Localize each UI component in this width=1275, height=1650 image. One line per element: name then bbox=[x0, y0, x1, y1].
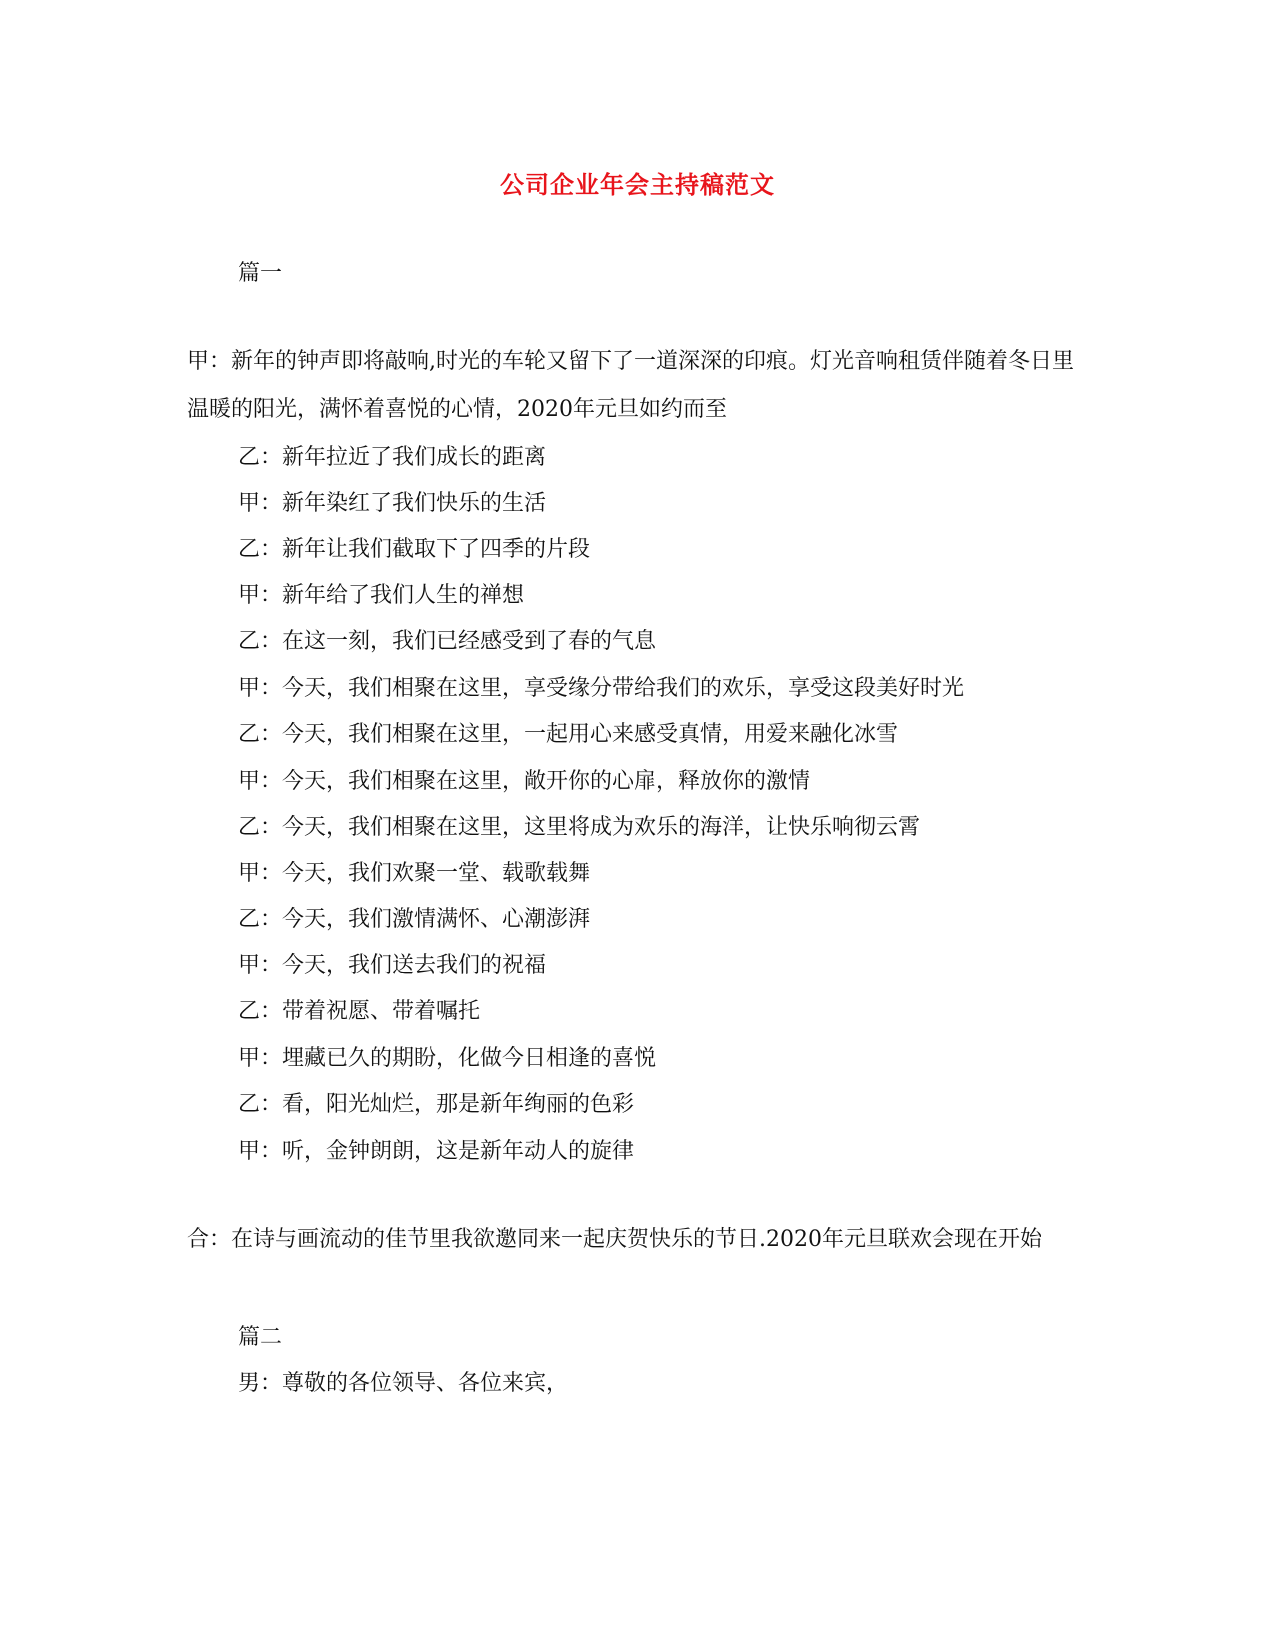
dialogue-line: 乙：新年让我们截取下了四季的片段 bbox=[238, 537, 591, 562]
dialogue-line: 乙：今天，我们激情满怀、心潮澎湃 bbox=[238, 907, 591, 932]
dialogue-line: 男：尊敬的各位领导、各位来宾， bbox=[238, 1371, 569, 1396]
opening-paragraph: 甲：新年的钟声即将敲响,时光的车轮又留下了一道深深的印痕。灯光音响租赁伴随着冬日里温暖的阳光，满怀着喜悦的心情，2020年元旦如约而至 bbox=[187, 349, 1074, 422]
dialogue-line: 甲：今天，我们欢聚一堂、载歌载舞 bbox=[238, 861, 591, 886]
dialogue-line: 乙：今天，我们相聚在这里，一起用心来感受真情，用爱来融化冰雪 bbox=[238, 722, 899, 747]
dialogue-line: 甲：听，金钟朗朗，这是新年动人的旋律 bbox=[238, 1139, 635, 1164]
dialogue-line: 乙：带着祝愿、带着嘱托 bbox=[238, 999, 481, 1024]
dialogue-line: 甲：埋藏已久的期盼，化做今日相逢的喜悦 bbox=[238, 1046, 657, 1071]
dialogue-line: 甲：今天，我们相聚在这里，敞开你的心扉，释放你的激情 bbox=[238, 769, 811, 794]
dialogue-line: 乙：在这一刻，我们已经感受到了春的气息 bbox=[238, 629, 657, 654]
dialogue-line: 甲：新年染红了我们快乐的生活 bbox=[238, 491, 547, 516]
dialogue-line: 乙：新年拉近了我们成长的距离 bbox=[238, 445, 547, 470]
section-label-2: 篇二 bbox=[238, 1325, 283, 1350]
dialogue-line: 乙：看，阳光灿烂，那是新年绚丽的色彩 bbox=[238, 1092, 635, 1117]
dialogue-line: 甲：今天，我们送去我们的祝福 bbox=[238, 953, 547, 978]
closing-paragraph: 合：在诗与画流动的佳节里我欲邀同来一起庆贺快乐的节日.2020年元旦联欢会现在开始 bbox=[187, 1227, 1042, 1252]
dialogue-line: 甲：今天，我们相聚在这里，享受缘分带给我们的欢乐，享受这段美好时光 bbox=[238, 676, 965, 701]
dialogue-line: 甲：新年给了我们人生的禅想 bbox=[238, 583, 525, 608]
section-label-1: 篇一 bbox=[238, 261, 283, 286]
dialogue-line: 乙：今天，我们相聚在这里，这里将成为欢乐的海洋，让快乐响彻云霄 bbox=[238, 815, 921, 840]
document-title: 公司企业年会主持稿范文 bbox=[500, 170, 775, 199]
